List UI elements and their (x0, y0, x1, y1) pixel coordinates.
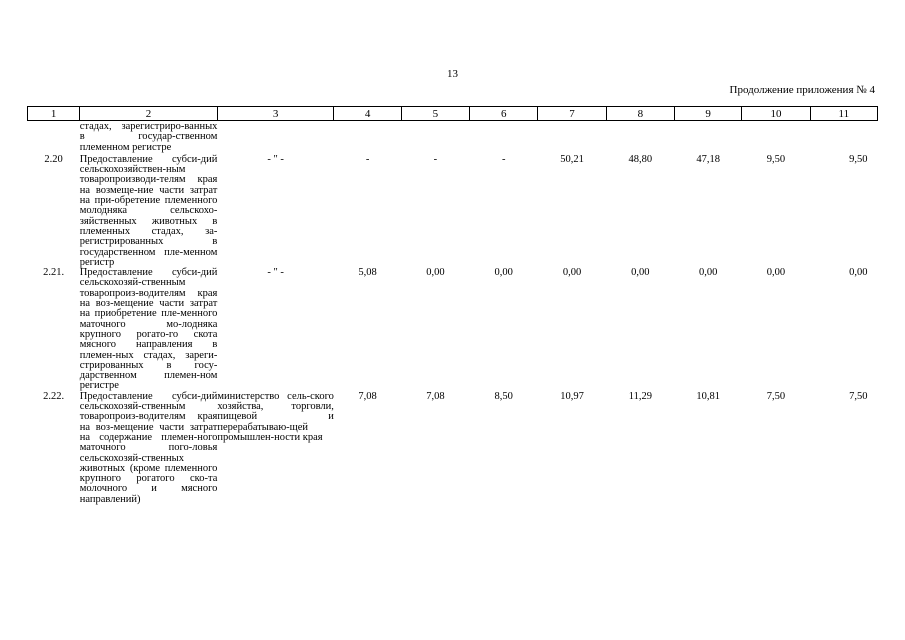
page-number: 13 (447, 68, 458, 80)
row-value: 0,00 (631, 267, 650, 279)
row-name: стадах, зарегистриро-ванных в государ-ственном племенном регистре (79, 121, 218, 153)
row-value: 7,50 (849, 390, 868, 402)
row-executor: - " - (267, 153, 284, 165)
row-number: 2.21. (43, 267, 65, 279)
row-executor: - " - (267, 267, 284, 279)
row-value (810, 121, 877, 155)
row-name: Предоставление субси-дий сельскохозяйствен-ным товаропроизводи-телям края на возмеще-ние части затрат на при-обретение племенного молодняка сельскохо-зяйственных животных в племенных стадах, за-регистрированных в государственном пле-менном регистр (79, 153, 218, 268)
column-header: 3 (217, 107, 334, 121)
row-value: 11,29 (628, 390, 652, 402)
table-row (28, 268, 878, 392)
row-name: Предоставление субси-дий сельскохозяй-ственным товаропроиз-водителям края на воз-мещение части затрат на содержание племен-ного маточного пого-ловья сельскохозяй-ственных животных (кроме племенного крупного рогатого ско-та молочного и мясного направлений) (79, 390, 218, 505)
row-value: 0,00 (766, 267, 786, 279)
row-value (742, 121, 810, 155)
row-value: 48,80 (628, 153, 653, 165)
column-header: 1 (28, 107, 80, 121)
row-value (334, 121, 401, 155)
column-header: 9 (674, 107, 741, 121)
row-value: 7,08 (358, 390, 377, 402)
row-value: 9,50 (766, 153, 786, 165)
column-header: 5 (401, 107, 469, 121)
row-value (401, 121, 469, 155)
table-row (28, 392, 878, 505)
row-value: 7,50 (766, 390, 786, 402)
column-header: 11 (810, 107, 877, 121)
table-row (28, 121, 878, 155)
row-value: 0,00 (562, 267, 582, 279)
row-value: 0,00 (426, 267, 445, 279)
row-executor: министерство сель-ского хозяйства, торговли, пищевой и перерабатываю-щей промышлен-ности края (217, 390, 334, 443)
column-header: 8 (606, 107, 674, 121)
column-header: 10 (742, 107, 810, 121)
row-value: - (433, 153, 438, 165)
row-value: 9,50 (849, 153, 868, 165)
row-value: 10,97 (560, 390, 584, 402)
row-value: 10,81 (696, 390, 720, 402)
row-value: 0,00 (494, 267, 513, 279)
row-value: 47,18 (696, 153, 720, 165)
row-number: 2.22. (43, 390, 65, 402)
row-value: - (365, 153, 370, 165)
column-header: 7 (538, 107, 606, 121)
row-value (606, 121, 674, 155)
table-row (28, 155, 878, 268)
row-value: 5,08 (358, 267, 377, 279)
row-value: 0,00 (698, 267, 718, 279)
appendix-table (27, 106, 878, 505)
row-executor (217, 121, 334, 155)
row-value (538, 121, 606, 155)
row-name: Предоставление субси-дий сельскохозяй-ственным товаропроиз-водителям края на воз-мещение части затрат на приобретение пле-менного маточного мо-лодняка крупного рогато-го скота мясного направления в племен-ных стадах, зареги-стрированных в госу-дарственном племен-ном регистре (79, 267, 218, 392)
row-value (470, 121, 538, 155)
row-value: 7,08 (426, 390, 445, 402)
appendix-continuation-label: Продолжение приложения № 4 (729, 84, 875, 96)
row-number (28, 121, 80, 155)
row-value: 8,50 (494, 390, 513, 402)
row-number: 2.20 (44, 153, 63, 165)
row-value: - (501, 153, 506, 165)
row-value: 50,21 (560, 153, 584, 165)
column-header: 6 (470, 107, 538, 121)
column-header: 2 (80, 107, 218, 121)
row-value (674, 121, 741, 155)
row-value: 0,00 (849, 267, 868, 279)
header-row (28, 107, 878, 121)
column-header: 4 (334, 107, 401, 121)
